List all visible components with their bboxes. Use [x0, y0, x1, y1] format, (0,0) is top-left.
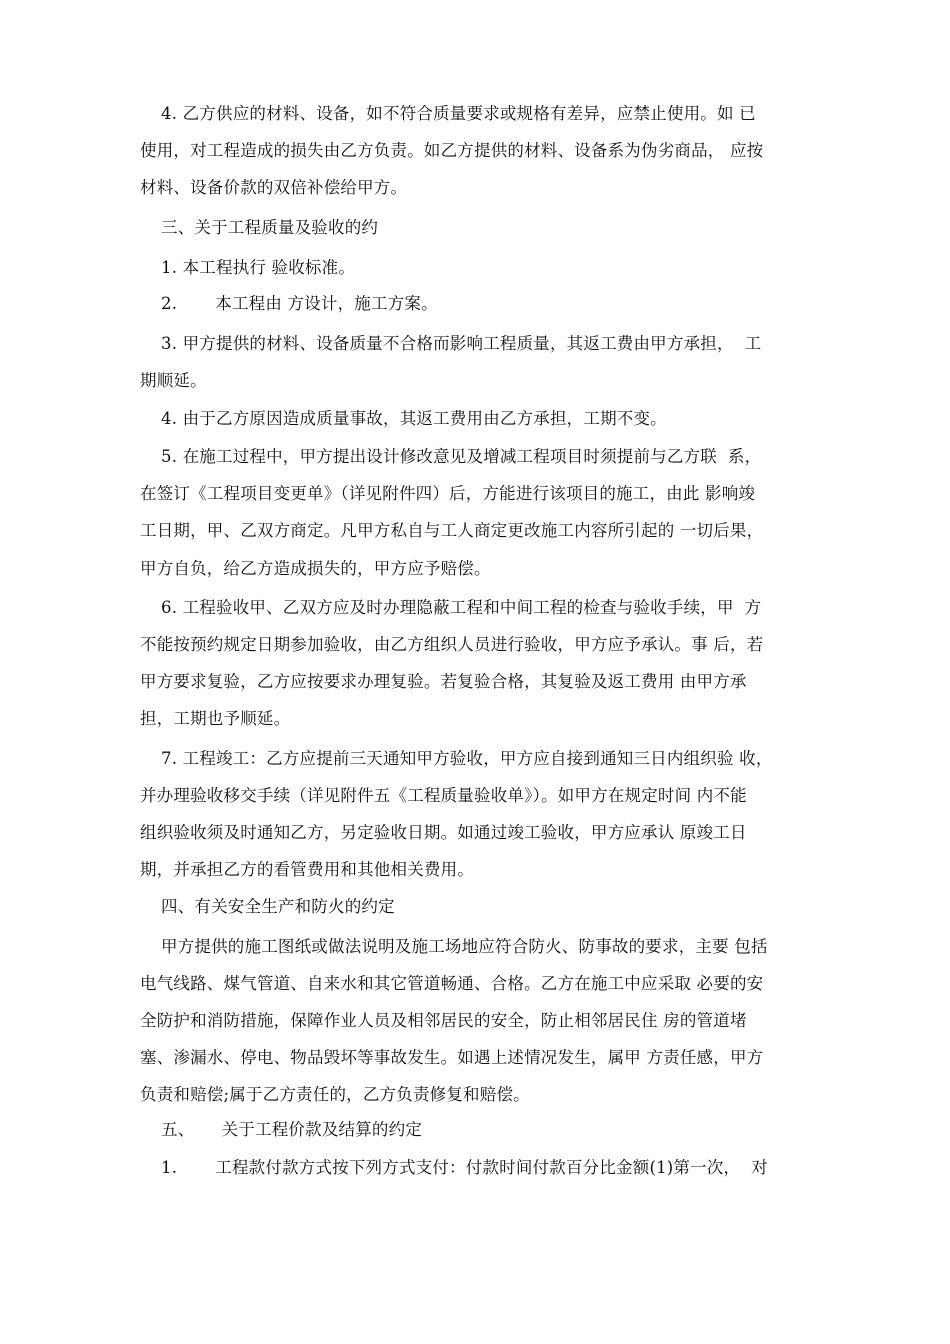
text-line: 5. 在施工过程中，甲方提出设计修改意见及增减工程项目时须提前与乙方联 系， [161, 447, 762, 466]
section-heading: 五、 关于工程价款及结算的约定 [161, 1120, 423, 1139]
text-line: 并办理验收移交手续（详见附件五《工程质量验收单》）。如甲方在规定时间 内不能 [140, 786, 747, 805]
text-line: 7. 工程竣工：乙方应提前三天通知甲方验收，甲方应自接到通知三日内组织验 收， [161, 749, 773, 768]
text-line: 期，并承担乙方的看管费用和其他相关费用。 [140, 860, 474, 879]
section-heading: 四、有关安全生产和防火的约定 [161, 897, 395, 916]
text-line: 4. 乙方供应的材料、设备，如不符合质量要求或规格有差异，应禁止使用。如 已 [161, 104, 756, 123]
text-line: 2. 本工程由 方设计，施工方案。 [161, 294, 438, 313]
text-line: 不能按预约规定日期参加验收，由乙方组织人员进行验收，甲方应予承认。事 后，若 [140, 635, 764, 654]
text-line: 1. 工程款付款方式按下列方式支付：付款时间付款百分比金额(1)第一次， 对 [161, 1158, 768, 1177]
text-line: 甲方自负，给乙方造成损失的，甲方应予赔偿。 [140, 559, 491, 578]
text-line: 使用，对工程造成的损失由乙方负责。如乙方提供的材料、设备系为伪劣商品， 应按 [140, 141, 764, 160]
text-line: 组织验收须及时通知乙方，另定验收日期。如通过竣工验收，甲方应承认 原竣工日 [140, 823, 747, 842]
text-line: 甲方提供的施工图纸或做法说明及施工场地应符合防火、防事故的要求，主要 包括 [161, 937, 768, 956]
text-line: 1. 本工程执行 验收标准。 [161, 258, 356, 277]
text-line: 3. 甲方提供的材料、设备质量不合格而影响工程质量，其返工费由甲方承担， 工 [161, 334, 762, 353]
text-line: 6. 工程验收甲、乙双方应及时办理隐蔽工程和中间工程的检查与验收手续，甲 方 [161, 598, 762, 617]
text-line: 4. 由于乙方原因造成质量事故，其返工费用由乙方承担，工期不变。 [161, 409, 667, 428]
text-line: 期顺延。 [140, 371, 207, 390]
text-line: 负责和赔偿;属于乙方责任的，乙方负责修复和赔偿。 [140, 1085, 530, 1104]
text-line: 塞、渗漏水、停电、物品毁坏等事故发生。如遇上述情况发生，属甲 方责任感，甲方 [140, 1048, 764, 1067]
text-line: 在签订《工程项目变更单》（详见附件四）后，方能进行该项目的施工，由此 影响竣 [140, 484, 756, 503]
text-line: 工日期，甲、乙双方商定。凡甲方私自与工人商定更改施工内容所引起的 一切后果， [140, 521, 764, 540]
text-line: 全防护和消防措施，保障作业人员及相邻居民的安全，防止相邻居民住 房的管道堵 [140, 1011, 747, 1030]
text-line: 电气线路、煤气管道、自来水和其它管道畅通、合格。乙方在施工中应采取 必要的安 [140, 974, 764, 993]
text-line: 担，工期也予顺延。 [140, 709, 291, 728]
section-heading: 三、关于工程质量及验收的约 [161, 218, 379, 237]
text-line: 材料、设备价款的双倍补偿给甲方。 [140, 178, 408, 197]
text-line: 甲方要求复验，乙方应按要求办理复验。若复验合格，其复验及返工费用 由甲方承 [140, 672, 747, 691]
